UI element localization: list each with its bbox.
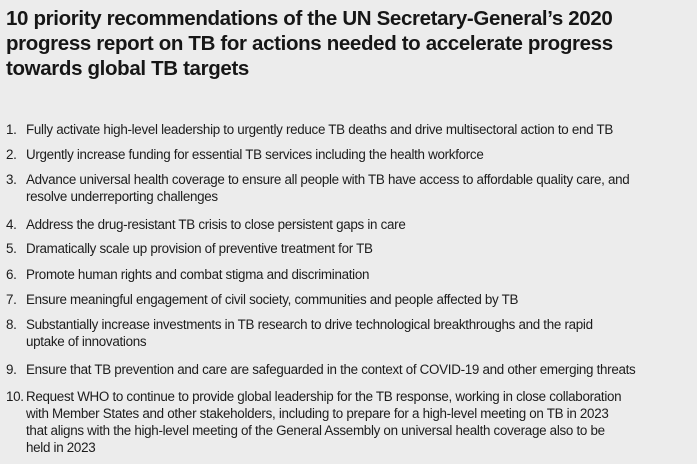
recommendation-text (26, 388, 696, 456)
recommendation-line: resolve underreporting challenges (26, 189, 218, 204)
recommendation-number: 7. (6, 292, 17, 307)
recommendation-line: Substantially increase investments in TB research to drive technological breakthroughs and the rapid (26, 317, 593, 332)
recommendation-item (6, 216, 696, 233)
recommendation-number: 6. (6, 267, 17, 282)
recommendation-line: Request WHO to continue to provide global leadership for the TB response, working in close collaboration (26, 389, 622, 404)
recommendation-line: Promote human rights and combat stigma and discrimination (26, 267, 370, 282)
recommendation-item (6, 171, 696, 205)
recommendation-line: with Member States and other stakeholders, including to prepare for a high-level meeting on TB in 2023 (26, 406, 609, 421)
recommendation-line: that aligns with the high-level meeting of the General Assembly on universal health coverage also to be (26, 423, 605, 438)
recommendation-item (6, 361, 696, 378)
recommendation-number: 4. (6, 217, 17, 232)
recommendation-number: 1. (6, 122, 17, 137)
recommendation-line: Dramatically scale up provision of preventive treatment for TB (26, 241, 373, 256)
recommendation-line: uptake of innovations (26, 334, 147, 349)
recommendation-text (26, 216, 696, 233)
recommendation-text (26, 361, 696, 378)
title-line: towards global TB targets (6, 57, 249, 80)
page-title (6, 6, 696, 81)
recommendation-line: Ensure that TB prevention and care are safeguarded in the context of COVID-19 and other emerging threats (26, 362, 636, 377)
title-line: progress report on TB for actions needed to accelerate progress (6, 32, 613, 55)
recommendation-number: 3. (6, 172, 17, 187)
recommendation-item (6, 240, 696, 257)
recommendation-item (6, 121, 696, 138)
recommendation-number: 2. (6, 147, 17, 162)
recommendation-item (6, 316, 696, 350)
recommendation-item (6, 266, 696, 283)
recommendation-number: 5. (6, 241, 17, 256)
recommendation-item (6, 291, 696, 308)
recommendation-line: Urgently increase funding for essential TB services including the health workforce (26, 147, 484, 162)
recommendation-number: 10. (6, 389, 24, 404)
recommendation-line: Address the drug-resistant TB crisis to close persistent gaps in care (26, 217, 406, 232)
title-line: 10 priority recommendations of the UN Secretary-General’s 2020 (6, 7, 613, 30)
recommendation-text (26, 171, 696, 205)
recommendation-item (6, 388, 696, 456)
recommendation-text (26, 291, 696, 308)
recommendation-text (26, 316, 696, 350)
recommendation-text (26, 121, 696, 138)
recommendation-text (26, 266, 696, 283)
recommendation-line: held in 2023 (26, 440, 96, 455)
recommendation-text (26, 146, 696, 163)
recommendation-line: Ensure meaningful engagement of civil society, communities and people affected by TB (26, 292, 519, 307)
recommendation-text (26, 240, 696, 257)
recommendation-item (6, 146, 696, 163)
recommendation-line: Fully activate high-level leadership to urgently reduce TB deaths and drive multisectoral action to end TB (26, 122, 613, 137)
recommendation-number: 8. (6, 317, 17, 332)
recommendation-number: 9. (6, 362, 17, 377)
recommendation-line: Advance universal health coverage to ensure all people with TB have access to affordable quality care, and (26, 172, 630, 187)
